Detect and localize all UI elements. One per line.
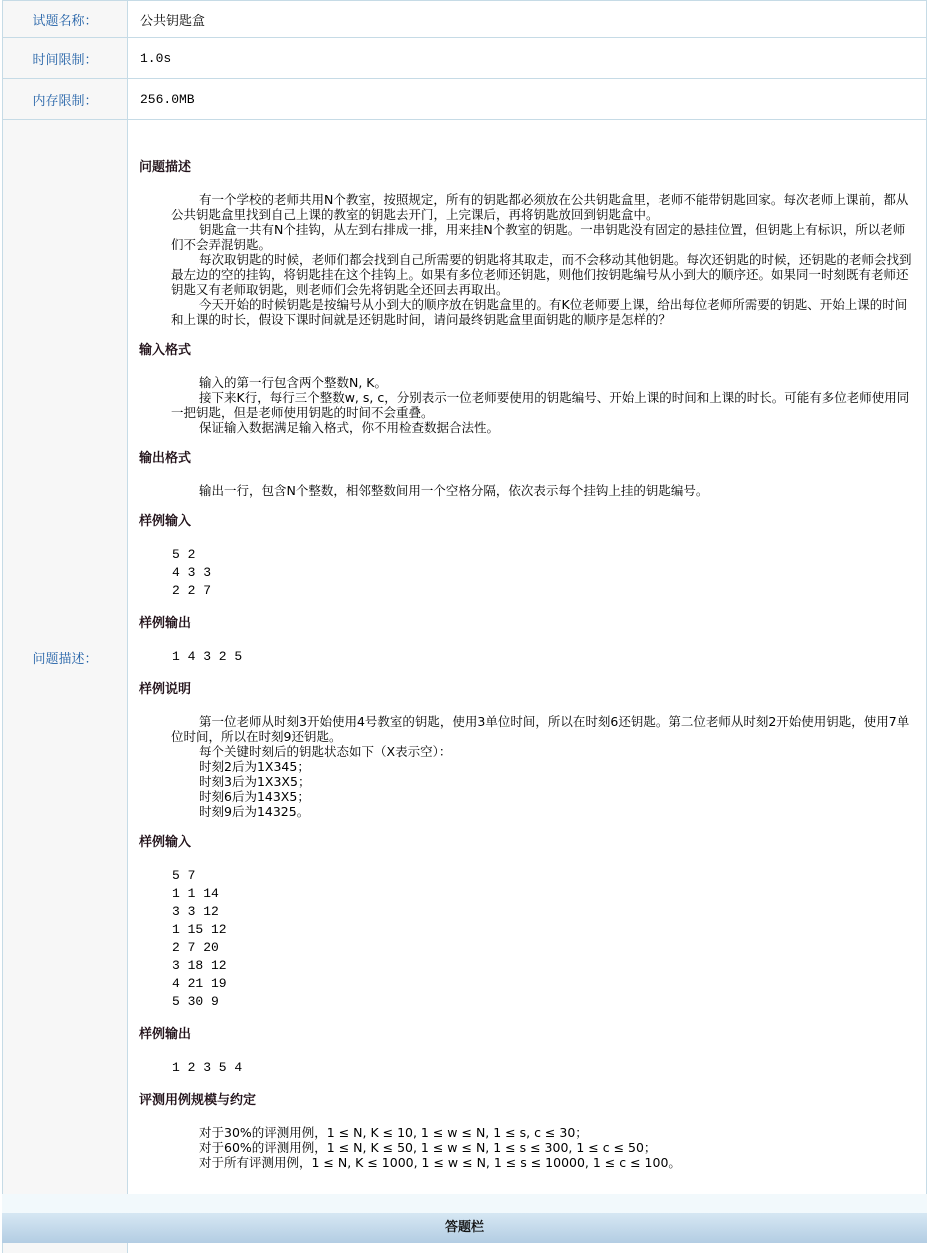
name-label: 试题名称： [3,1,128,38]
paragraph: 接下来K行，每行三个整数w, s, c，分别表示一位老师要使用的钥匙编号、开始上课的时间和上课的时长。可能有多位老师使用同一把钥匙，但是老师使用钥匙的时间不会重叠。 [171,390,910,420]
description-text [139,192,914,327]
paragraph: 对于30%的评测用例，1 ≤ N, K ≤ 10, 1 ≤ w ≤ N, 1 ≤ s, c ≤ 30； [199,1125,588,1140]
paragraph: 对于所有评测用例，1 ≤ N, K ≤ 1000, 1 ≤ w ≤ N, 1 ≤ s ≤ 10000, 1 ≤ c ≤ 100。 [199,1155,681,1170]
sample-input-2: 5 7 1 1 14 3 3 12 1 15 12 2 7 20 3 18 12 4 21 19 5 30 9 [172,868,227,1009]
input-format-text [139,375,914,435]
section-heading: 输入格式 [139,343,192,358]
paragraph: 时刻9后为14325。 [199,804,310,819]
time-limit-label: 时间限制： [3,38,128,79]
answer-label-cell [3,1243,128,1253]
section-heading: 样例输入 [139,835,192,850]
paragraph: 每次取钥匙的时候，老师们都会找到自己所需要的钥匙将其取走，而不会移动其他钥匙。每次还钥匙的时候，还钥匙的老师会找到最左边的空的挂钩，将钥匙挂在这个挂钩上。如果有多位老师还钥匙，则他们按钥匙编号从小到大的顺序还。如果同一时刻既有老师还钥匙又有老师取钥匙，则老师们会先将钥匙全还回去再取出。 [171,252,912,297]
paragraph: 每个关键时刻后的钥匙状态如下（X表示空）： [199,744,452,759]
section-heading: 样例输入 [139,514,192,529]
sample-output-1: 1 4 3 2 5 [172,649,243,664]
time-limit: 1.0s [128,38,927,79]
problem-name: 公共钥匙盒 [128,1,927,38]
answer-row [2,1243,927,1253]
paragraph: 对于60%的评测用例，1 ≤ N, K ≤ 50, 1 ≤ w ≤ N, 1 ≤ s ≤ 300, 1 ≤ c ≤ 50； [199,1140,657,1155]
description-label: 问题描述： [3,120,128,1195]
paragraph: 输入的第一行包含两个整数N, K。 [199,375,387,390]
paragraph: 时刻3后为1X3X5； [199,774,311,789]
sample-input-1: 5 2 4 3 3 2 2 7 [172,547,212,598]
test-scale-text [139,1125,914,1170]
paragraph: 钥匙盒一共有N个挂钩，从左到右排成一排，用来挂N个教室的钥匙。一串钥匙没有固定的悬挂位置，但钥匙上有标识，所以老师们不会弄混钥匙。 [171,222,906,252]
paragraph: 时刻6后为143X5； [199,789,310,804]
sample-output-2: 1 2 3 5 4 [172,1060,243,1075]
section-heading: 样例输出 [139,1027,192,1042]
section-heading: 样例说明 [139,682,192,697]
memory-limit-label: 内存限制： [3,79,128,120]
output-format-text [139,483,914,498]
problem-description [128,120,927,1195]
paragraph: 第一位老师从时刻3开始使用4号教室的钥匙，使用3单位时间，所以在时刻6还钥匙。第二位老师从时刻2开始使用钥匙，使用7单位时间，所以在时刻9还钥匙。 [171,714,910,744]
section-heading: 输出格式 [139,451,192,466]
sample-explanation [139,714,914,819]
paragraph: 保证输入数据满足输入格式，你不用检查数据合法性。 [199,420,500,435]
paragraph: 今天开始的时候钥匙是按编号从小到大的顺序放在钥匙盒里的。有K位老师要上课，给出每位老师所需要的钥匙、开始上课的时间和上课的时长，假设下课时间就是还钥匙时间，请问最终钥匙盒里面钥匙的顺序是怎样的？ [171,297,908,327]
spacer [2,1194,927,1213]
section-heading: 样例输出 [139,616,192,631]
section-heading: 问题描述 [139,160,192,175]
paragraph: 时刻2后为1X345； [199,759,310,774]
problem-info-table [2,0,927,1195]
section-heading: 评测用例规模与约定 [139,1093,257,1108]
paragraph: 有一个学校的老师共用N个教室，按照规定，所有的钥匙都必须放在公共钥匙盒里，老师不能带钥匙回家。每次老师上课前，都从公共钥匙盒里找到自己上课的教室的钥匙去开门，上完课后，再将钥匙放回到钥匙盒中。 [171,192,909,222]
answer-bar-header: 答题栏 [2,1213,927,1243]
paragraph: 输出一行，包含N个整数，相邻整数间用一个空格分隔，依次表示每个挂钩上挂的钥匙编号。 [199,483,709,498]
memory-limit: 256.0MB [128,79,927,120]
